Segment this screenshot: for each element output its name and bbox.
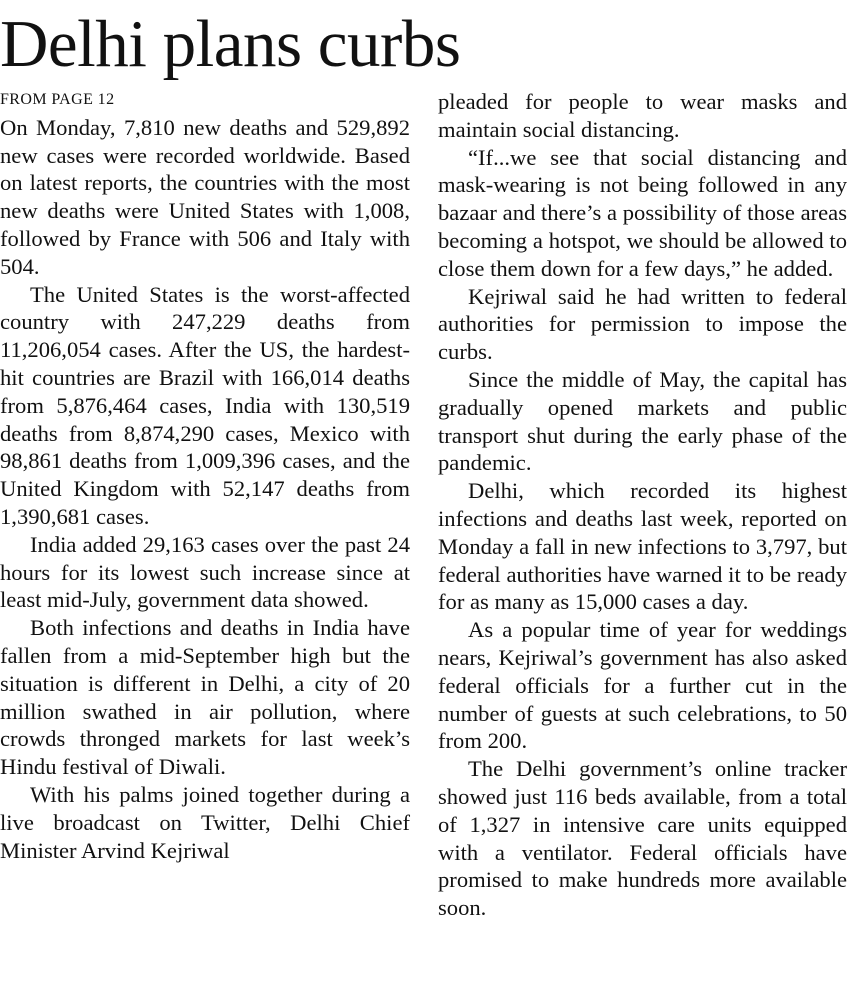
headline: Delhi plans curbs (0, 7, 461, 81)
paragraph-6: pleaded for people to wear masks and maintain social distancing. (438, 89, 847, 142)
paragraph-12: The Delhi government’s online tracker showed just 116 beds available, from a total of 1,327 in intensive care units equipped with a ventilator. Federal officials have promised to make hundreds more available soon. (438, 756, 847, 921)
paragraph-8: Kejriwal said he had written to federal authorities for permission to impose the curbs. (438, 283, 847, 365)
paragraph-10: Delhi, which recorded its highest infections and deaths last week, reported on Monday a fall in new infections to 3,797, but federal authorities have warned it to be ready for as many as 15,000 cases a day. (438, 478, 847, 615)
paragraph-5: With his palms joined together during a live broadcast on Twitter, Delhi Chief Minister Arvind Kejriwal (0, 781, 410, 863)
article-column-right (438, 88, 847, 922)
paragraph-7: “If...we see that social distancing and mask-wearing is not being followed in any bazaar and there’s a possibility of those areas becoming a hotspot, we should be allowed to close them down for a few days,” he added. (438, 144, 847, 281)
paragraph-11: As a popular time of year for weddings nears, Kejriwal’s government has also asked federal officials for a further cut in the number of guests at such celebrations, to 50 from 200. (438, 617, 847, 754)
article-column-left (0, 88, 410, 864)
paragraph-1: On Monday, 7,810 new deaths and 529,892 new cases were recorded worldwide. Based on latest reports, the countries with the most new deaths were United States with 1,008, followed by France with 506 and Italy with 504. (0, 114, 410, 279)
paragraph-2: The United States is the worst-affected country with 247,229 deaths from 11,206,054 cases. After the US, the hardest-hit countries are Brazil with 166,014 deaths from 5,876,464 cases, India with 130,519 deaths from 8,874,290 cases, Mexico with 98,861 deaths from 1,009,396 cases, and the United Kingdom with 52,147 deaths from 1,390,681 cases. (0, 281, 410, 529)
paragraph-4: Both infections and deaths in India have fallen from a mid-September high but the situation is different in Delhi, a city of 20 million swathed in air pollution, where crowds thronged markets for last week’s Hindu festival of Diwali. (0, 615, 410, 780)
paragraph-3: India added 29,163 cases over the past 24 hours for its lowest such increase since at least mid-July, government data showed. (0, 531, 410, 613)
paragraph-9: Since the middle of May, the capital has gradually opened markets and public transport shut during the early phase of the pandemic. (438, 366, 847, 476)
jump-line: FROM PAGE 12 (0, 91, 115, 108)
